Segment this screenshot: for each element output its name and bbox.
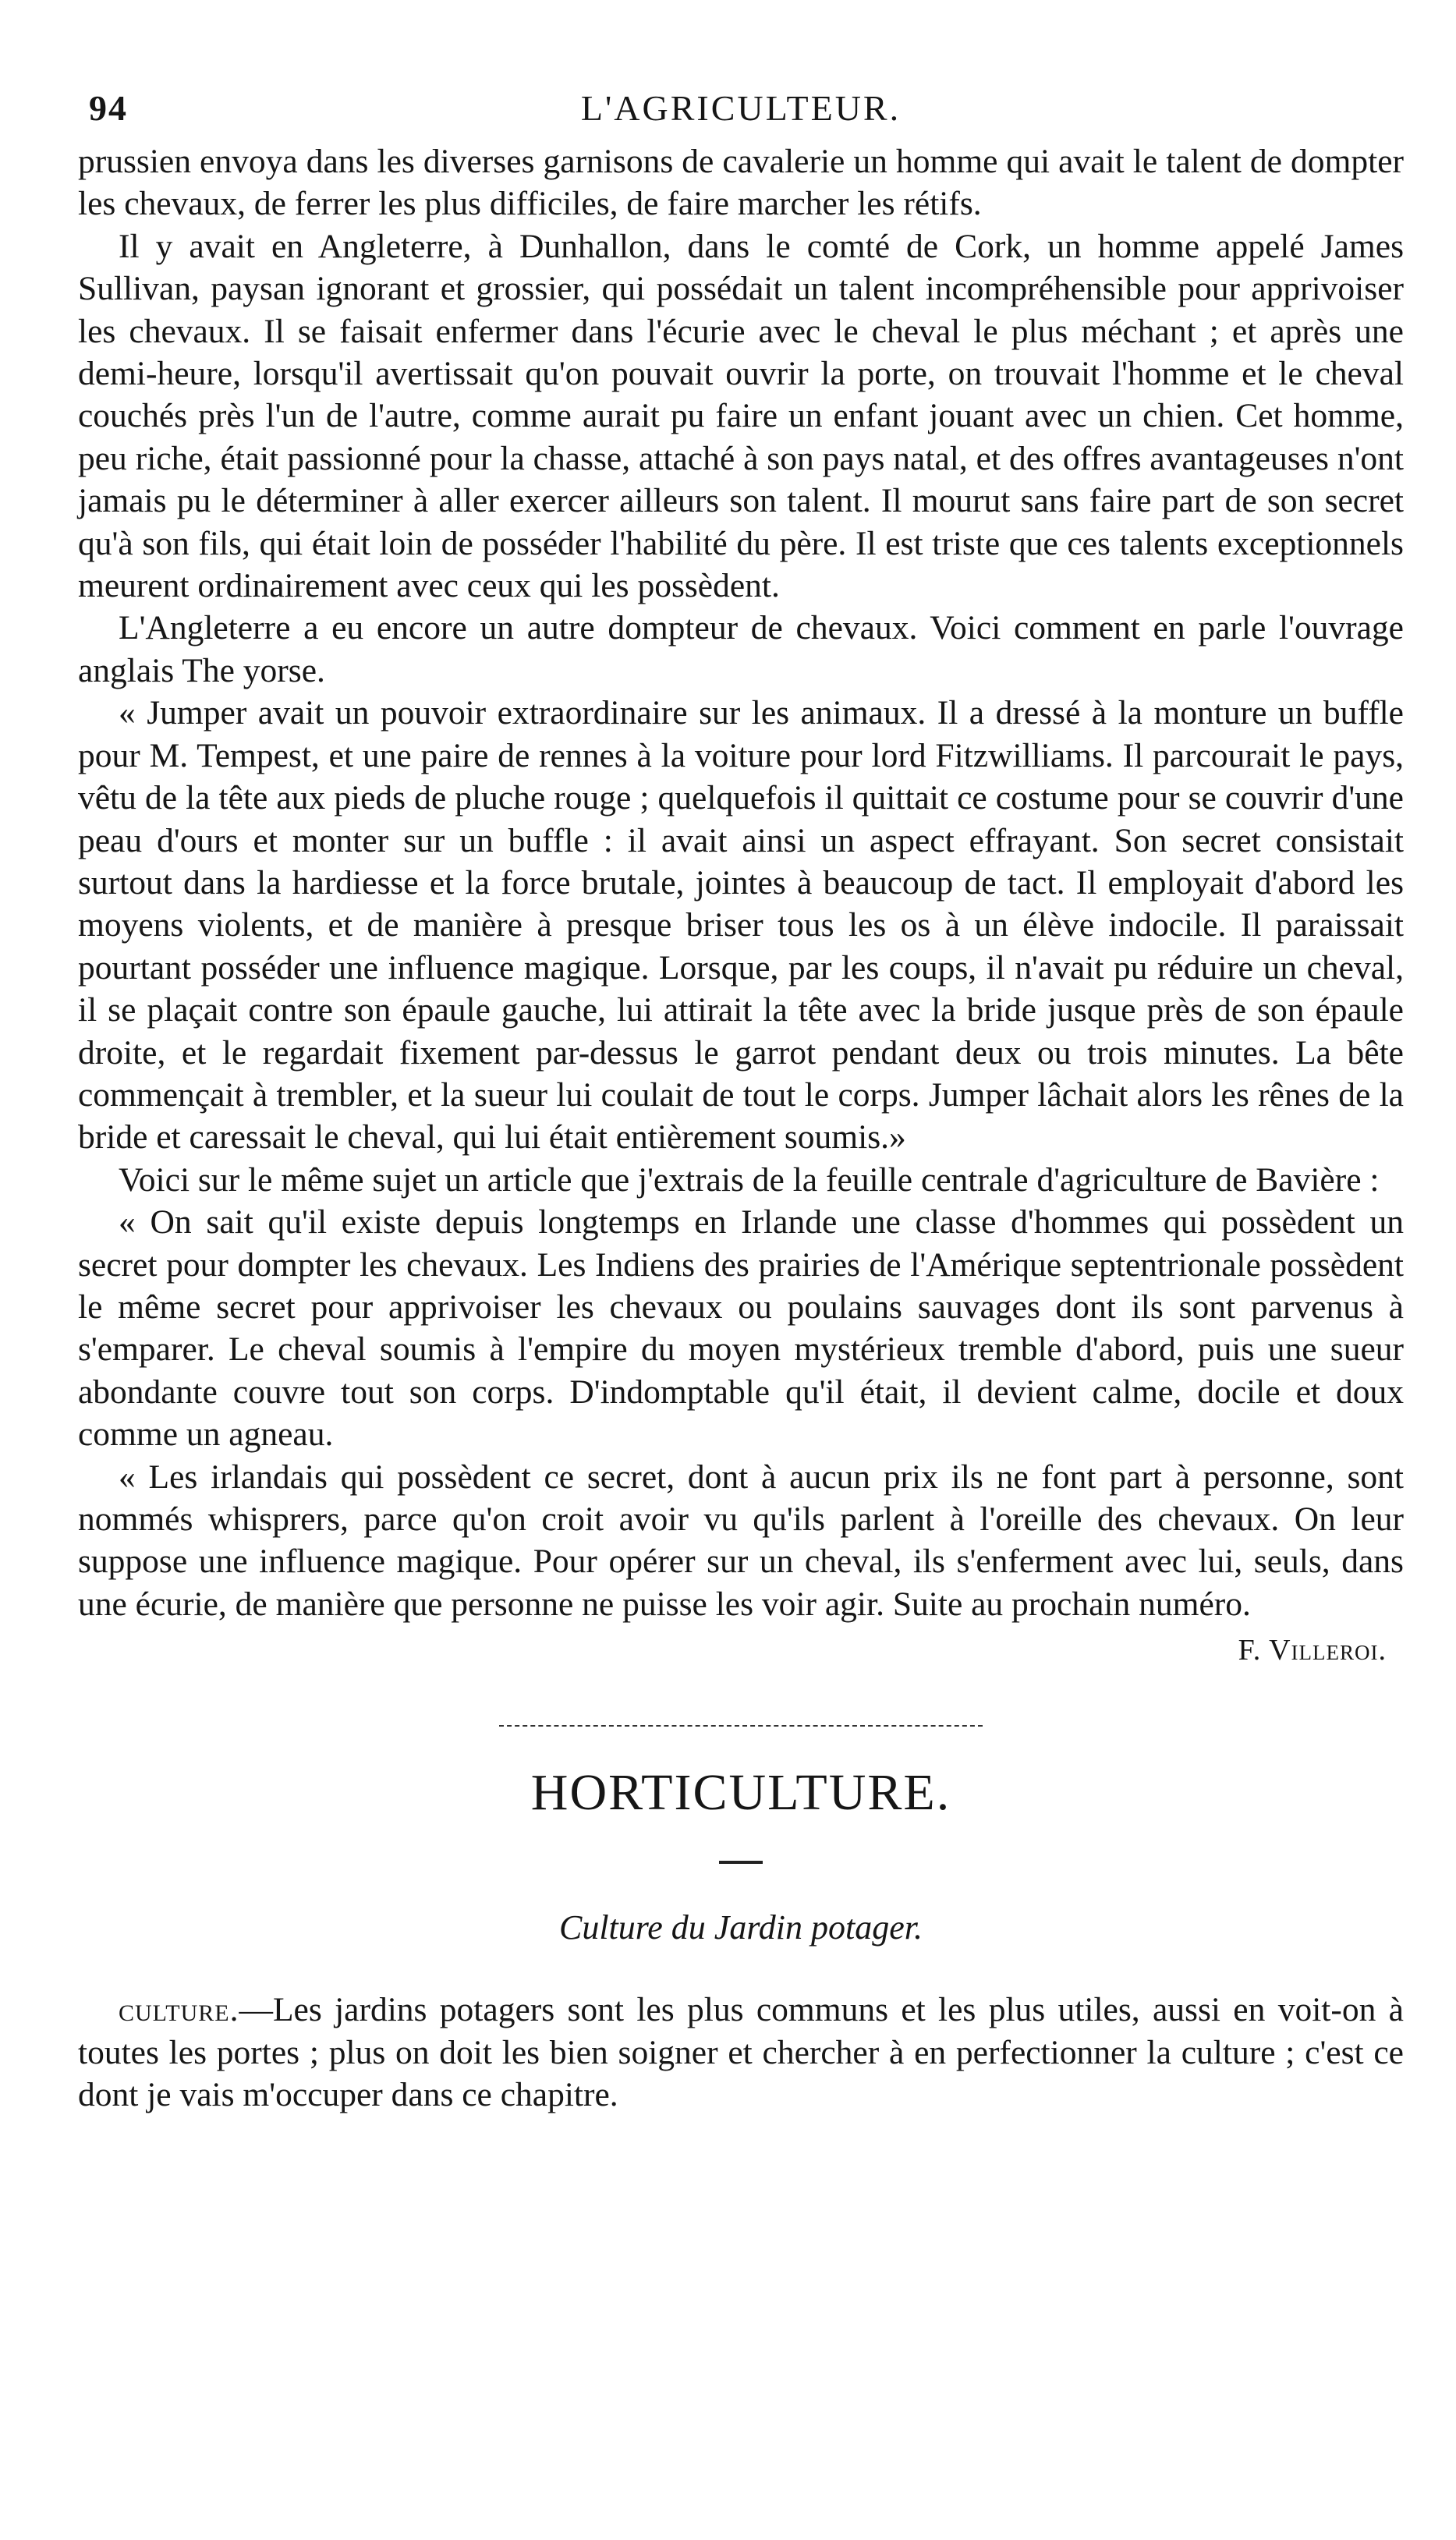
article-paragraph: L'Angleterre a eu encore un autre dompteur de chevaux. Voici comment en parle l'ouvrage anglais The yorse. [78,609,1404,689]
subsection-title: Culture du Jardin potager. [558,1908,923,1947]
article-paragraph: « On sait qu'il existe depuis longtemps en Irlande une classe d'hommes qui possèdent un secret pour dompter les chevaux. Les Indiens des prairies de l'Amérique septentrionale possèdent le même secret pour apprivoiser les chevaux ou poulains sauvages dont ils sont parvenus à s'emparer. Le cheval soumis à l'empire du moyen mystérieux tremble d'abord, puis une sueur abondante couvre tout son corps. D'indomptable qu'il était, il devient calme, docile et doux comme un agneau. [78,1203,1404,1454]
article-paragraph: Il y avait en Angleterre, à Dunhallon, dans le comté de Cork, un homme appelé James Sullivan, paysan ignorant et grossier, qui possédait un talent incompréhensible pour apprivoiser les chevaux. Il se faisait enfermer dans l'écurie avec le cheval le plus méchant ; et après une demi-heure, lorsqu'il avertissait qu'on pouvait ouvrir la porte, on trouvait l'homme et le cheval couchés près l'un de l'autre, comme aurait pu faire un enfant jouant avec un chien. Cet homme, peu riche, était passionné pour la chasse, attaché à son pays natal, et des offres avantageuses n'ont jamais pu le déterminer à aller exercer ailleurs son talent. Il mourut sans faire part de son secret qu'à son fils, qui était loin de posséder l'habilité du père. Il est triste que ces talents exceptionnels meurent ordinairement avec ceux qui les possèdent. [78,227,1404,605]
article-body [78,140,1404,1625]
article-paragraph: Voici sur le même sujet un article que j'extrais de la feuille centrale d'agriculture de Bavière : [119,1160,1380,1199]
section-title: HORTICULTURE. [530,1764,951,1822]
article-paragraph: prussien envoya dans les diverses garnisons de cavalerie un homme qui avait le talent de dompter les chevaux, de ferrer les plus difficiles, de faire marcher les rétifs. [78,143,1404,223]
section-paragraph [78,1989,1404,2116]
article-paragraph: « Les irlandais qui possèdent ce secret, dont à aucun prix ils ne font part à personne, sont nommés whisprers, parce qu'on croit avoir vu qu'ils parlent à l'oreille des chevaux. On leur suppose une influence magique. Pour opérer sur un cheval, ils s'enferment avec lui, seuls, dans une écurie, de manière que personne ne puisse les voir agir. Suite au prochain numéro. [78,1458,1404,1623]
journal-title: L'AGRICULTEUR. [580,88,902,128]
page [78,84,1404,2116]
section-body [78,1989,1404,2116]
article-paragraph: « Jumper avait un pouvoir extraordinaire sur les animaux. Il a dressé à la monture un buffle pour M. Tempest, et une paire de rennes à la voiture pour lord Fitzwilliams. Il parcourait le pays, vêtu de la tête aux pieds de pluche rouge ; quelquefois il quittait ce costume pour se couvrir d'une peau d'ours et monter sur un buffle : il avait ainsi un aspect effrayant. Son secret consistait surtout dans la hardiesse et la force brutale, jointes à beaucoup de tact. Il employait d'abord les moyens violents, et de manière à presque briser tous les os à un élève indocile. Il paraissait pourtant posséder une influence magique. Lorsque, par les coups, il n'avait pu réduire un cheval, il se plaçait contre son épaule gauche, lui attirait la tête avec la bride jusque près de son épaule droite, et le regardait fixement par-dessus le garrot pendant deux ou trois minutes. La bête commençait à trembler, et la sueur lui coulait de tout le corps. Jumper lâchait alors les rênes de la bride et caressait le cheval, qui lui était entièrement soumis.» [78,694,1404,1157]
lead-word: culture. [119,1991,239,2029]
author-signature: F. Villeroi. [1238,1634,1387,1667]
section-divider [499,1725,983,1727]
title-underline [719,1861,763,1864]
section-paragraph-text: —Les jardins potagers sont les plus communs et les plus utiles, aussi en voit-on à toutes les portes ; plus on doit les bien soigner et chercher à en perfectionner la culture ; c'est ce dont je vais m'occuper dans ce chapitre. [78,1991,1404,2114]
running-head [78,84,1404,133]
page-number: 94 [89,88,128,128]
